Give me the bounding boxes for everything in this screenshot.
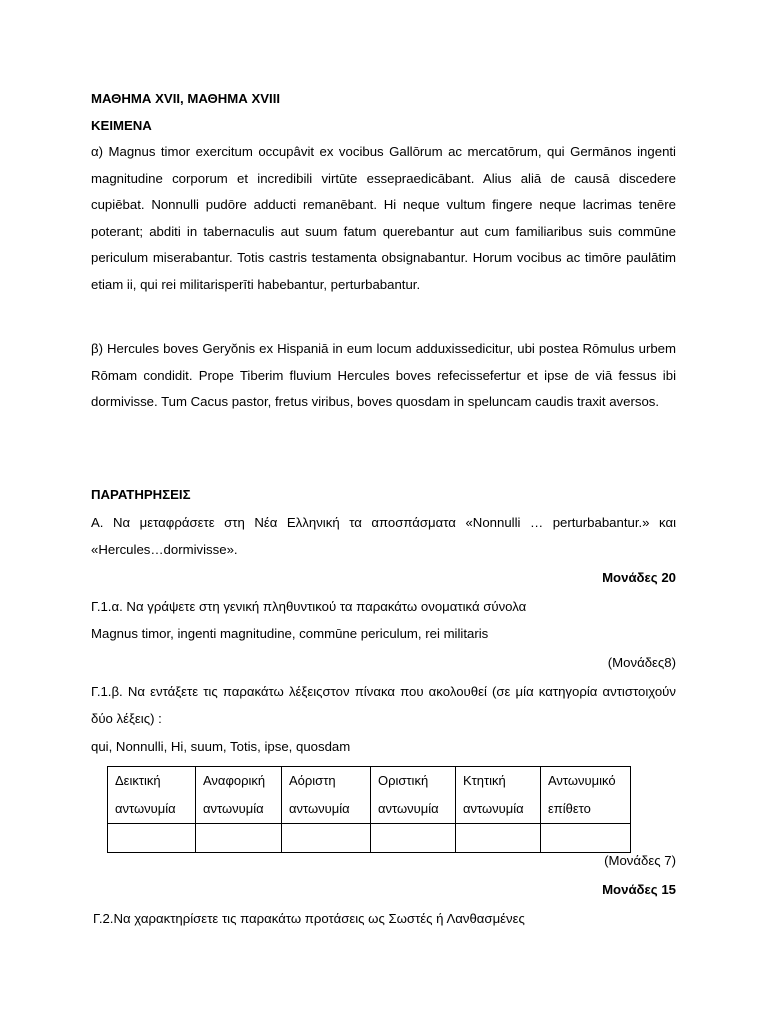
task-a-points: Μονάδες 20 — [602, 570, 676, 585]
header-demonstrative-line1: Δεικτική — [115, 773, 161, 788]
latin-text-a: α) Magnus timor exercitum occupâvit ex vocibus Gallōrum ac mercatōrum, qui Germānos ingenti magnitudine corporum et incredibili virtūte essepraedicābant. Alius aliā de causā discedere cupiēbat. Nonnulli pudōre adducti remanēbant. Hi neque vultum fingere neque lacrimas tenēre poterant; abditi in tabernaculis aut suum fatum querebantur aut cum familiaribus suis commūne periculum miserabantur. Totis castris testamenta obsignabantur. Horum vocibus ac timōre paulātim etiam ii, qui rei militarisperīti habebantur, perturbabantur. — [91, 144, 676, 292]
header-relative — [196, 767, 282, 824]
texts-heading: ΚΕΙΜΕΝΑ — [91, 118, 152, 133]
latin-text-b: β) Hercules boves Geryŏnis ex Hispaniā in eum locum adduxissedicitur, ubi postea Rōmulus urbem Rōmam condidit. Prope Tiberim fluvium Hercules boves refecissefertur et ipse de viā fessus ibi dormivisse. Tum Cacus pastor, fretus viribus, boves quosdam in speluncam caudis traxit aversos. — [91, 341, 676, 410]
header-definitive-line1: Οριστική — [378, 773, 429, 788]
header-definitive-line2: αντωνυμία — [378, 801, 439, 816]
header-pronominal-adjective — [541, 767, 631, 824]
task-g1-total-points: Μονάδες 15 — [602, 882, 676, 897]
task-g1a-instruction: Γ.1.α. Να γράψετε στη γενική πληθυντικού τα παρακάτω ονοματικά σύνολα — [91, 599, 527, 614]
header-indefinite-line1: Αόριστη — [289, 773, 336, 788]
task-g1a-items: Magnus timor, ingenti magnitudine, commūne periculum, rei militaris — [91, 626, 489, 641]
header-possessive — [456, 767, 541, 824]
task-g1b-instruction: Γ.1.β. Να εντάξετε τις παρακάτω λέξειςστον πίνακα που ακολουθεί (σε μία κατηγορία αντιστοιχούν δύο λέξεις) : — [91, 684, 676, 726]
header-demonstrative — [108, 767, 196, 824]
pronoun-table — [107, 766, 631, 853]
header-relative-line1: Αναφορική — [203, 773, 266, 788]
task-a-instruction: Α. Να μεταφράσετε στη Νέα Ελληνική τα αποσπάσματα «Nonnulli … perturbabantur.» και «Hercules…dormivisse». — [91, 515, 676, 557]
notes-heading: ΠΑΡΑΤΗΡΗΣΕΙΣ — [91, 487, 191, 502]
task-g1a-points: (Μονάδες8) — [607, 655, 676, 670]
header-pronominal-adjective-line2: επίθετο — [548, 801, 591, 816]
task-g1b-words: qui, Nonnulli, Hi, suum, Totis, ipse, quosdam — [91, 739, 351, 754]
lessons-heading: ΜΑΘΗΜΑ XVII, ΜΑΘΗΜΑ XVIII — [91, 91, 281, 106]
header-relative-line2: αντωνυμία — [203, 801, 264, 816]
header-indefinite — [282, 767, 371, 824]
header-demonstrative-line2: αντωνυμία — [115, 801, 176, 816]
header-possessive-line2: αντωνυμία — [463, 801, 524, 816]
header-pronominal-adjective-line1: Αντωνυμικό — [548, 773, 616, 788]
header-possessive-line1: Κτητική — [463, 773, 506, 788]
header-definitive — [371, 767, 456, 824]
header-indefinite-line2: αντωνυμία — [289, 801, 350, 816]
task-g1b-points: (Μονάδες 7) — [604, 853, 676, 868]
task-g2-instruction: Γ.2.Να χαρακτηρίσετε τις παρακάτω προτάσεις ως Σωστές ή Λανθασμένες — [93, 911, 525, 926]
pronoun-table-header-row — [108, 767, 631, 824]
